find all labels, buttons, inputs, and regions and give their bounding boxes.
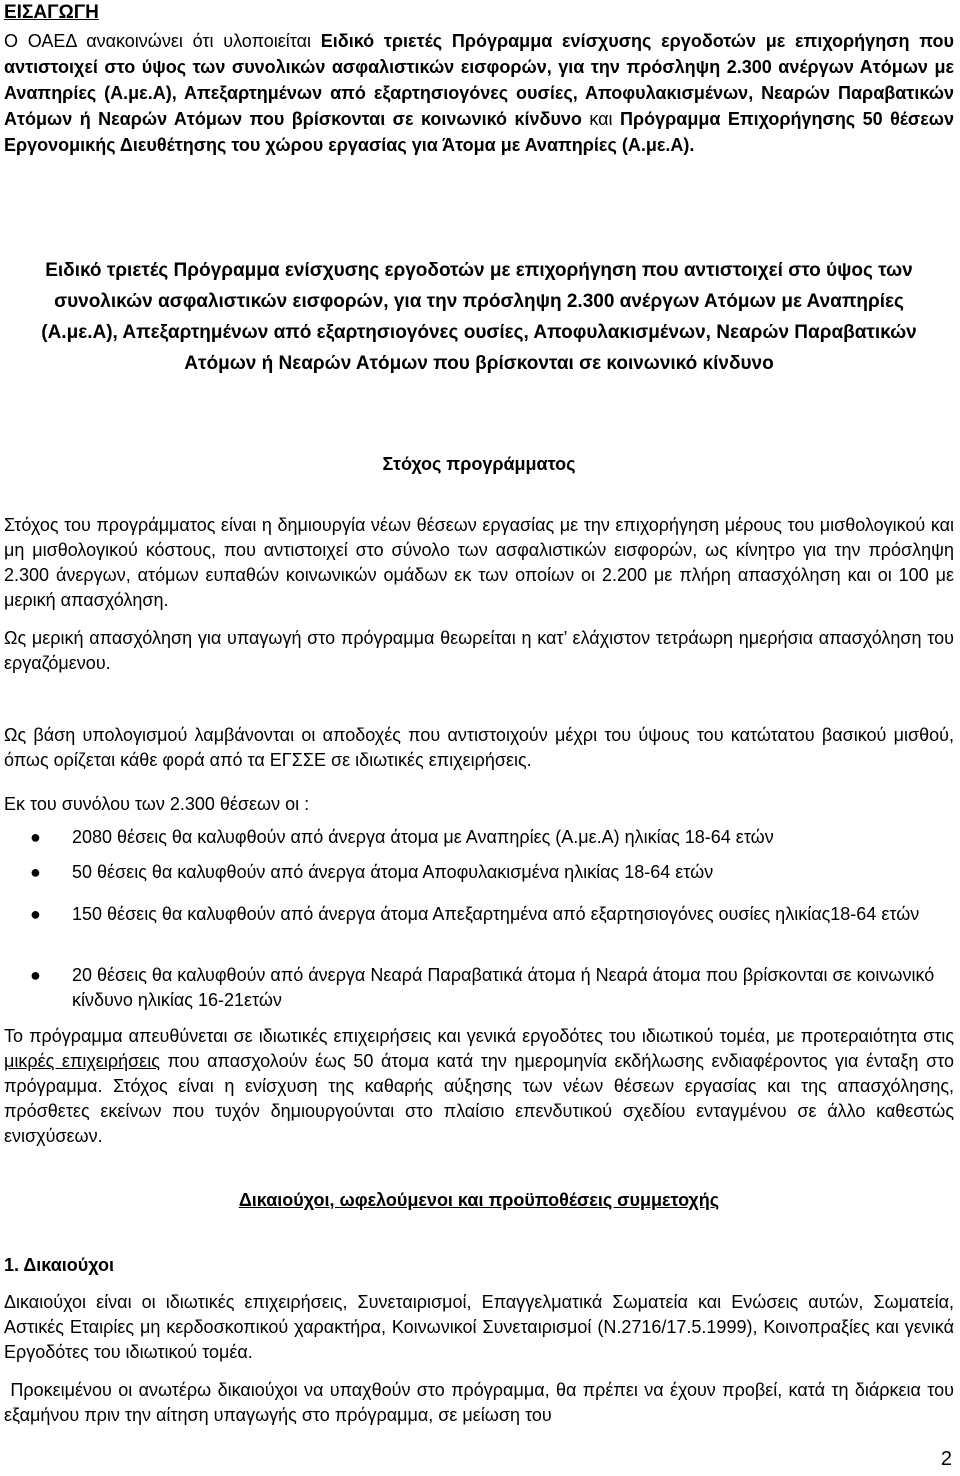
goal-paragraph: Στόχος του προγράμματος είναι η δημιουργία νέων θέσεων εργασίας με την επιχορήγηση μέρους του μισθολογικού και μη μισθολογικού κόστους, που αντιστοιχεί στο σύνολο των ασφαλιστικών εισφορών, ως κίνητρο για την πρόσληψη 2.300 άνεργων, ατόμων ευπαθών κοινωνικών ομάδων εκ των οποίων οι 2.200 με πλήρη απασχόληση και οι 100 με μερική απασχόληση. xyxy=(4,515,954,610)
intro-program-name: Ειδικό τριετές Πρόγραμμα ενίσχυσης εργοδοτών με επιχορήγηση που αντιστοιχεί στο ύψος των συνολικών ασφαλιστικών εισφορών, για την πρόσληψη 2.300 ανέργων Ατόμων με Αναπηρίες (Α.με.Α), Απεξαρτημένων από εξαρτησιογόνες ουσίες, Αποφυλακισμένων, Νεαρών Παραβατικών Ατόμων ή Νεαρών Ατόμων που βρίσκονται σε κοινωνικό κίνδυνο xyxy=(4,31,954,129)
bullet-icon: ● xyxy=(30,827,41,847)
list-item-text: 2080 θέσεις θα καλυφθούν από άνεργα άτομα με Αναπηρίες (Α.με.Α) ηλικίας 18-64 ετών xyxy=(72,827,774,847)
program-title: Ειδικό τριετές Πρόγραμμα ενίσχυσης εργοδοτών με επιχορήγηση που αντιστοιχεί στο ύψος των συνολικών ασφαλιστικών εισφορών, για την πρόσληψη 2.300 ανέργων Ατόμων με Αναπηρίες (Α.με.Α), Απεξαρτημένων από εξαρτησιογόνες ουσίες, Αποφυλακισμένων, Νεαρών Παραβατικών Ατόμων ή Νεαρών Ατόμων που βρίσκονται σε κοινωνικό κίνδυνο xyxy=(41,260,917,374)
section-1-heading: 1. Δικαιούχοι xyxy=(4,1255,114,1275)
goal-heading: Στόχος προγράμματος xyxy=(382,454,576,474)
list-item-text: 20 θέσεις θα καλυφθούν από άνεργα Νεαρά Παραβατικά άτομα ή Νεαρά άτομα που βρίσκονται σε κοινωνικό κίνδυνο ηλικίας 16-21ετών xyxy=(72,965,935,1010)
intro-paragraph xyxy=(4,28,954,158)
intro-text-and: και xyxy=(581,109,620,129)
intro-program-ergonomic: Πρόγραμμα Επιχορήγησης 50 θέσεων Εργονομικής Διευθέτησης του χώρου εργασίας για Άτομα με Αναπηρίες (Α.με.Α). xyxy=(4,109,954,155)
beneficiaries-heading: Δικαιούχοι, ωφελούμενοι και προϋποθέσεις συμμετοχής xyxy=(238,1190,720,1210)
section-heading-introduction: ΕΙΣΑΓΩΓΗ xyxy=(4,2,99,23)
calculation-base-paragraph: Ως βάση υπολογισμού λαμβάνονται οι αποδοχές που αντιστοιχούν μέχρι του ύψους του κατώτατου βασικού μισθού, όπως ορίζεται κάθε φορά από τα ΕΓΣΣΕ σε ιδιωτικές επιχειρήσεις. xyxy=(4,725,954,770)
intro-text-plain: Ο ΟΑΕΔ ανακοινώνει ότι υλοποιείται xyxy=(4,31,321,51)
bullet-icon: ● xyxy=(30,904,41,924)
bullet-icon: ● xyxy=(30,862,41,882)
list-item-text: 150 θέσεις θα καλυφθούν από άνεργα άτομα Απεξαρτημένα από εξαρτησιογόνες ουσίες ηλικίας18-64 ετών xyxy=(72,904,920,924)
part-time-paragraph: Ως μερική απασχόληση για υπαγωγή στο πρόγραμμα θεωρείται η κατ’ ελάχιστον τετράωρη ημερήσια απασχόληση του εργαζόμενου. xyxy=(4,628,954,673)
page-number: 2 xyxy=(940,1448,952,1470)
positions-intro: Εκ του συνόλου των 2.300 θέσεων οι : xyxy=(4,794,310,814)
requirement-paragraph: Προκειμένου οι ανωτέρω δικαιούχοι να υπαχθούν στο πρόγραμμα, θα πρέπει να έχουν προβεί, κατά τη διάρκεια του εξαμήνου πριν την αίτηση υπαγωγής στο πρόγραμμα, σε μείωση του xyxy=(4,1380,960,1425)
addressed-paragraph xyxy=(4,1024,954,1149)
beneficiaries-paragraph: Δικαιούχοι είναι οι ιδιωτικές επιχειρήσεις, Συνεταιρισμοί, Επαγγελματικά Σωματεία και Ενώσεις αυτών, Σωματεία, Αστικές Εταιρίες μη κερδοσκοπικού χαρακτήρα, Κοινωνικοί Συνεταιρισμοί (Ν.2716/17.5.1999), Κοινοπραξίες και γενικά Εργοδότες του ιδιωτικού τομέα. xyxy=(4,1292,954,1362)
bullet-icon: ● xyxy=(30,965,41,985)
addressed-text-before: Το πρόγραμμα απευθύνεται σε ιδιωτικές επιχειρήσεις και γενικά εργοδότες του ιδιωτικού τομέα, με προτεραιότητα στις xyxy=(4,1026,954,1046)
addressed-text-after: που απασχολούν έως 50 άτομα κατά την ημερομηνία εκδήλωσης ενδιαφέροντος για ένταξη στο πρόγραμμα. Στόχος είναι η ενίσχυση της καθαρής αύξησης των νέων θέσεων εργασίας και της απασχόλησης, πρόσθετες εκείνων που τυχόν δημιουργούνται στο πλαίσιο επενδυτικού σχεδίου ενταγμένου σε άλλο καθεστώς ενισχύσεων. xyxy=(4,1051,954,1146)
list-item-text: 50 θέσεις θα καλυφθούν από άνεργα άτομα Αποφυλακισμένα ηλικίας 18-64 ετών xyxy=(72,862,714,882)
small-businesses-link[interactable]: μικρές επιχειρήσεις xyxy=(4,1051,160,1071)
